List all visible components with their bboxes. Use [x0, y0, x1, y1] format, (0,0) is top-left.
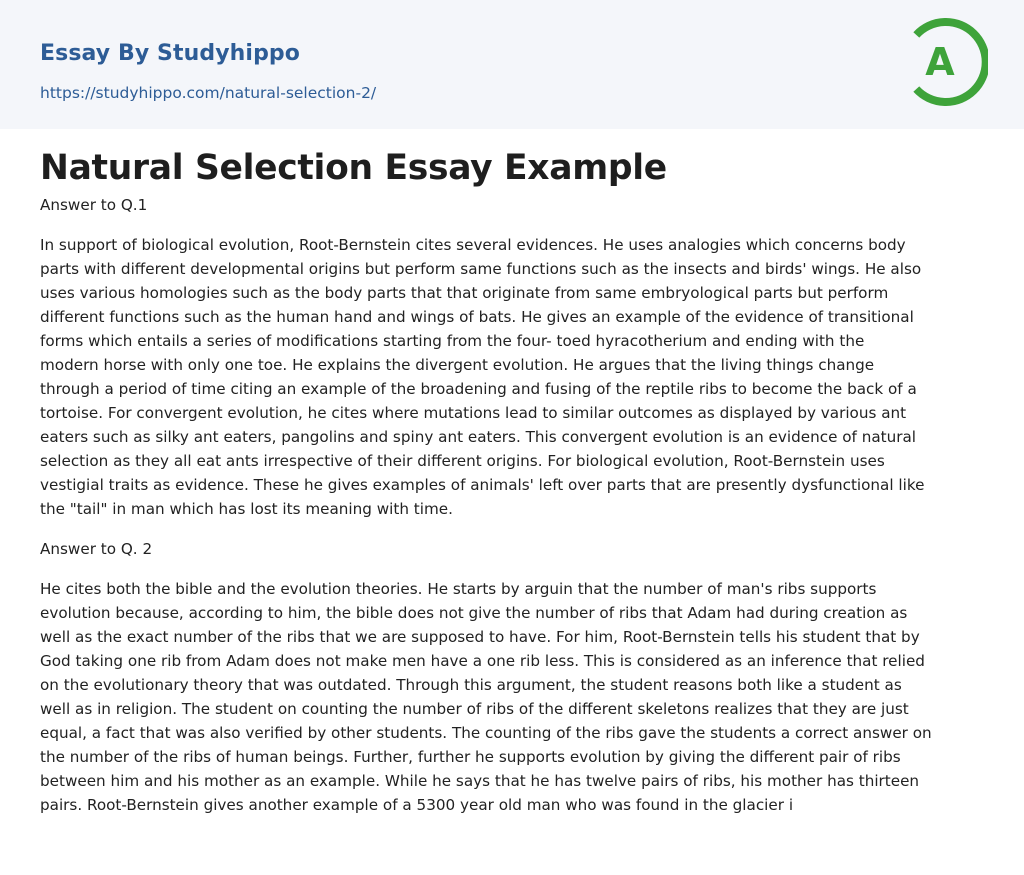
source-url-link[interactable]: https://studyhippo.com/natural-selection-2/	[40, 84, 377, 102]
studyhippo-logo-icon[interactable]	[912, 18, 988, 106]
section-body-q2: He cites both the bible and the evolution theories. He starts by arguin that the number of man's ribs supports evolution because, according to him, the bible does not give the number of ribs that Adam had during creation as well as the exact number of the ribs that we are supposed to have. For him, Root-Bernstein tells his student that by God taking one rib from Adam does not make men have a one rib less. This is considered as an inference that relied on the evolutionary theory that was outdated. Through this argument, the student reasons both like a student as well as in religion. The student on counting the number of ribs of the different skeletons realizes that they are just equal, a fact that was also verified by other students. The counting of the ribs gave the students a correct answer on the number of the ribs of human beings. Further, further he supports evolution by giving the different pair of ribs between him and his mother as an example. While he says that he has twelve pairs of ribs, his mother has thirteen pairs. Root-Bernstein gives another example of a 5300 year old man who was found in the glacier i	[40, 580, 932, 814]
section-label-q2: Answer to Q. 2	[40, 540, 153, 558]
brand-title[interactable]: Essay By Studyhippo	[40, 41, 300, 66]
page-title: Natural Selection Essay Example	[40, 148, 667, 188]
logo-letter: A	[925, 40, 955, 84]
section-body-q1: In support of biological evolution, Root-Bernstein cites several evidences. He uses analogies which concerns body parts with different developmental origins but perform same functions such as the insects and birds' wings. He also uses various homologies such as the body parts that that originate from same embryological parts but perform different functions such as the human hand and wings of bats. He gives an example of the evidence of transitional forms which entails a series of modifications starting from the four- toed hyracotherium and ending with the modern horse with only one toe. He explains the divergent evolution. He argues that the living things change through a period of time citing an example of the broadening and fusing of the reptile ribs to become the back of a tortoise. For convergent evolution, he cites where mutations lead to similar outcomes as displayed by various ant eaters such as silky ant eaters, pangolins and spiny ant eaters. This convergent evolution is an evidence of natural selection as they all eat ants irrespective of their different origins. For biological evolution, Root-Bernstein uses vestigial traits as evidence. These he gives examples of animals' left over parts that are presently dysfunctional like the "tail" in man which has lost its meaning with time.	[40, 236, 925, 518]
site-header	[0, 0, 1024, 129]
article	[40, 140, 990, 817]
section-label-q1: Answer to Q.1	[40, 196, 148, 214]
